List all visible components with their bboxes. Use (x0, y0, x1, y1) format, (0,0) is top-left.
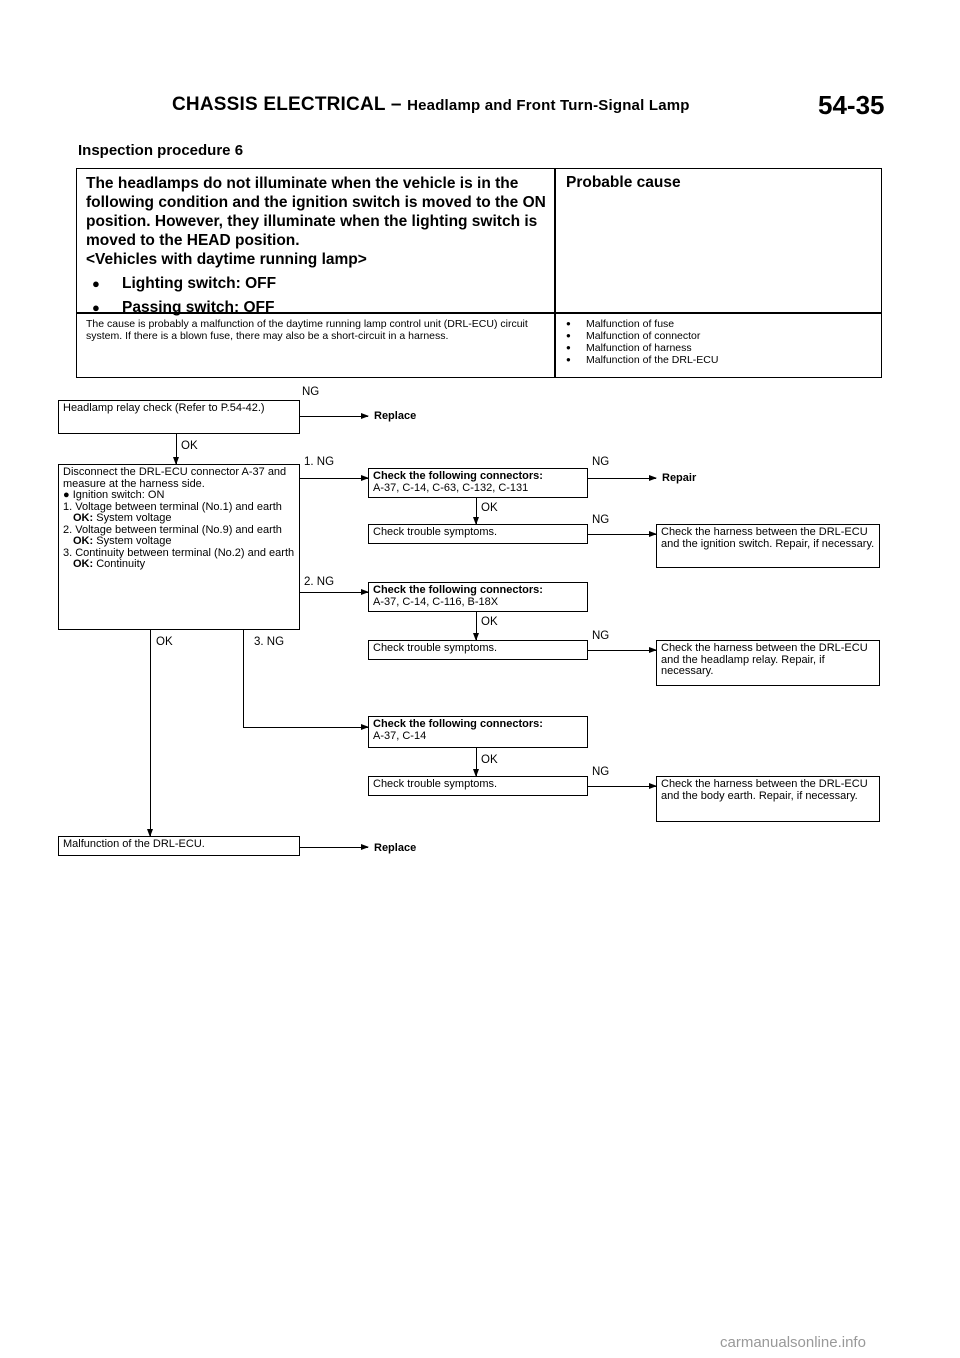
malfunction-text: Malfunction of the DRL-ECU. (63, 838, 205, 850)
arrow-ng2 (300, 592, 368, 593)
step3-ok-value: Continuity (96, 558, 146, 570)
arrow-ok-malfunction (150, 630, 151, 836)
arrow-repair (588, 478, 656, 479)
arrow-harness-ign (588, 534, 656, 535)
ok-label: OK (481, 502, 498, 514)
ng3-label: 3. NG (254, 636, 285, 648)
section-subtitle: Headlamp and Front Turn-Signal Lamp (407, 97, 690, 114)
page-number: 54-35 (818, 90, 885, 120)
step1-ok-value: System voltage (96, 512, 172, 524)
probable-cause-title: Probable cause (566, 174, 681, 191)
header-rule (76, 120, 882, 121)
arrow-malfunction-replace (300, 847, 368, 848)
relay-check-box (58, 400, 300, 434)
connectors-box-b (368, 582, 588, 612)
line-ng3-down (243, 630, 244, 728)
ng-label: NG (592, 630, 610, 642)
arrow-conn-b-ok (476, 612, 477, 640)
connectors-box-a (368, 468, 588, 498)
trouble-text: Check trouble symptoms. (373, 642, 498, 654)
trouble-text: Check trouble symptoms. (373, 526, 498, 538)
arrow-harness-earth (588, 786, 656, 787)
replace-action: Replace (374, 410, 417, 422)
trouble-box-3 (368, 776, 588, 796)
cause-description: The cause is probably a malfunction of the daytime running lamp control unit (DRL-ECU) circuit system. If there is a blown fuse, there may also be a short-circuit in a harness. (86, 318, 528, 342)
connectors-title-text: Check the following connectors: (373, 470, 543, 482)
cause-list (566, 318, 718, 366)
step1-ok (63, 513, 295, 525)
table-divider-vertical (554, 168, 556, 378)
condition-item: ● Lighting switch: OFF (86, 274, 546, 293)
step2: 2. Voltage between terminal (No.9) and earth (63, 523, 282, 536)
step1: 1. Voltage between terminal (No.1) and earth (63, 500, 282, 513)
connectors-c: A-37, C-14 (373, 729, 427, 742)
repair-action: Repair (662, 472, 697, 484)
ok-key: OK: (73, 512, 94, 524)
arrow-relay-replace (300, 416, 368, 417)
replace-action: Replace (374, 842, 417, 854)
ok-label: OK (156, 636, 173, 648)
cause-item: ● Malfunction of fuse (566, 318, 718, 330)
symptom-text: The headlamps do not illuminate when the vehicle is in the following condition and the ignition switch is moved to the ON position. However, they illuminate when the lighting switch is moved to the HEAD position. (86, 175, 546, 249)
ok-label: OK (481, 754, 498, 766)
ng-label: NG (302, 386, 320, 398)
trouble-text: Check trouble symptoms. (373, 778, 498, 790)
ng2-label: 2. NG (304, 576, 335, 588)
harness-ign-box (656, 524, 880, 568)
harness-ign-text: Check the harness between the DRL-ECU and the ignition switch. Repair, if necessary. (661, 526, 875, 550)
ok-key: OK: (73, 558, 94, 570)
disconnect-line1: Disconnect the DRL-ECU connector A-37 and measure at the harness side. (63, 466, 287, 490)
malfunction-box (58, 836, 300, 856)
harness-earth-text: Check the harness between the DRL-ECU and the body earth. Repair, if necessary. (661, 778, 868, 802)
ng-label: NG (592, 766, 610, 778)
disconnect-box (58, 464, 300, 630)
disconnect-ignition: ● Ignition switch: ON (63, 489, 165, 501)
ng-label: NG (592, 456, 610, 468)
ignition-text: Ignition switch: ON (72, 489, 165, 501)
connectors-title (373, 585, 583, 597)
connectors-title (373, 471, 583, 483)
step2-ok-value: System voltage (96, 535, 172, 547)
condition-list (86, 274, 546, 317)
ng-label: NG (592, 514, 610, 526)
arrow-ng3 (243, 727, 368, 728)
trouble-box-1 (368, 524, 588, 544)
connectors-a: A-37, C-14, C-63, C-132, C-131 (373, 481, 529, 494)
symptom-cell (86, 174, 546, 322)
step2-ok (63, 536, 295, 548)
connectors-title-text: Check the following connectors: (373, 584, 543, 596)
arrow-harness-relay (588, 650, 656, 651)
harness-earth-box (656, 776, 880, 822)
arrow-relay-ok (176, 434, 177, 464)
connectors-title (373, 719, 583, 731)
step3-ok (63, 559, 295, 571)
connectors-b: A-37, C-14, C-116, B-18X (373, 595, 499, 608)
harness-relay-text: Check the harness between the DRL-ECU and the headlamp relay. Repair, if necessary. (661, 642, 868, 677)
connectors-title-text: Check the following connectors: (373, 718, 543, 730)
page-header (172, 94, 690, 116)
procedure-title: Inspection procedure 6 (78, 142, 244, 159)
cause-item: ● Malfunction of the DRL-ECU (566, 354, 718, 366)
relay-check-text: Headlamp relay check (Refer to P.54-42.) (63, 402, 265, 414)
arrow-conn-a-ok (476, 498, 477, 524)
section-title: CHASSIS ELECTRICAL (172, 94, 386, 115)
watermark: carmanualsonline.info (720, 1334, 866, 1351)
harness-relay-box (656, 640, 880, 686)
ok-label: OK (481, 616, 498, 628)
ok-key: OK: (73, 535, 94, 547)
condition-item: ● Passing switch: OFF (86, 298, 546, 317)
arrow-conn-c-ok (476, 748, 477, 776)
vehicle-note: <Vehicles with daytime running lamp> (86, 251, 367, 268)
cause-item: ● Malfunction of connector (566, 330, 718, 342)
header-dash: – (390, 94, 402, 115)
ng1-label: 1. NG (304, 456, 335, 468)
trouble-box-2 (368, 640, 588, 660)
cause-item: ● Malfunction of harness (566, 342, 718, 354)
ok-label: OK (181, 440, 198, 452)
step3: 3. Continuity between terminal (No.2) and earth (63, 546, 295, 559)
connectors-box-c (368, 716, 588, 748)
arrow-ng1 (300, 478, 368, 479)
